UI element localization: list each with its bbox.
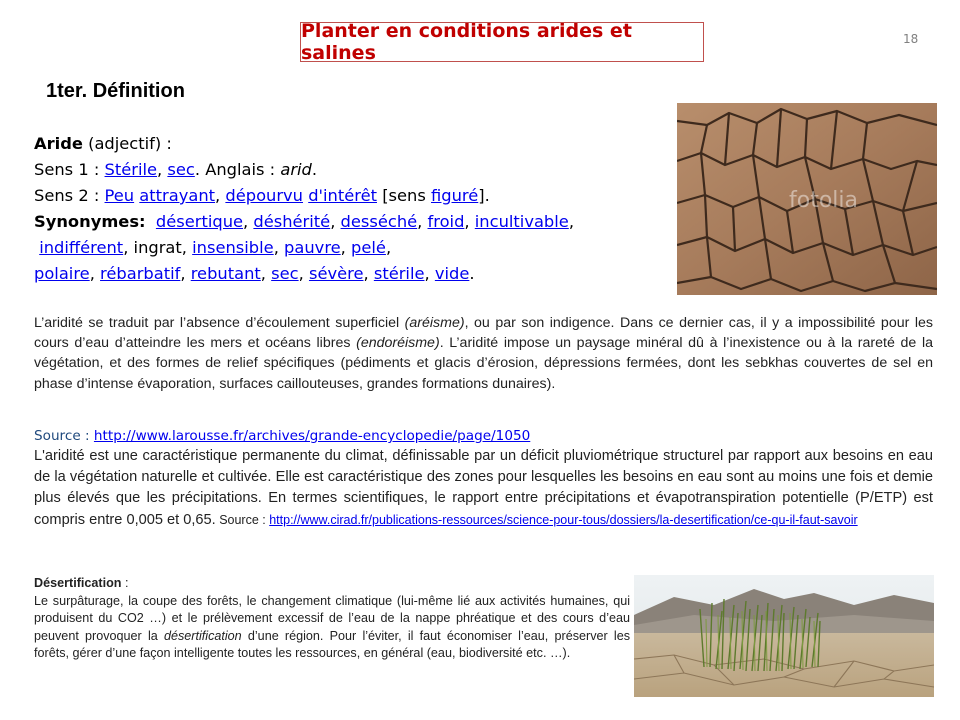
link-peu[interactable]: Peu bbox=[104, 186, 135, 205]
synonym-ingrat: ingrat bbox=[133, 238, 182, 257]
link-desherite[interactable]: déshérité bbox=[253, 212, 331, 231]
synonyms-label: Synonymes bbox=[34, 212, 140, 231]
slide-title-text: Planter en conditions arides et salines bbox=[301, 20, 632, 64]
link-desertique[interactable]: désertique bbox=[155, 212, 244, 231]
para1-part-c: . L’aridité impose un paysage minéral dû à l’inexistence ou à la rareté de la végétation, et des formes de relief spécifiques (pédiments et glacis d’érosion, dépressions fermées, dont les sebkhas couvertes de sel en phase d’intense évaporation, surfaces caillouteuses, grandes formations dunaires). bbox=[34, 335, 933, 392]
slide-title bbox=[300, 22, 704, 62]
link-figure[interactable]: figuré bbox=[431, 186, 479, 205]
desert-reeds-photo bbox=[634, 575, 934, 697]
link-pele[interactable]: pelé bbox=[351, 238, 386, 257]
term-areisme: (aréisme) bbox=[404, 315, 465, 331]
desertification-block bbox=[34, 575, 630, 663]
link-pauvre[interactable]: pauvre bbox=[284, 238, 341, 257]
cirad-link[interactable]: http://www.cirad.fr/publications-ressources/science-pour-tous/dossiers/la-desertification/ce-qu-il-faut-savoir bbox=[269, 512, 858, 527]
desert-reeds-image bbox=[634, 575, 934, 697]
desertification-heading-suffix: : bbox=[121, 576, 129, 590]
climate-paragraph bbox=[34, 446, 933, 531]
english-word: arid bbox=[280, 160, 312, 179]
cracked-earth-photo bbox=[677, 103, 937, 295]
link-attrayant[interactable]: attrayant bbox=[139, 186, 216, 205]
link-sec[interactable]: sec bbox=[167, 160, 195, 179]
desertification-part-b: d’une région. Pour l’éviter, il faut économiser l’eau, préserver les forêts, gérer d’une façon intelligente toutes les ressources, en général (eau, biodiversité etc. …). bbox=[34, 628, 631, 661]
sense-2-line: Sens 2 : Peu attrayant, dépourvu d'intérêt [sens figuré]. bbox=[34, 186, 490, 205]
synonyms-line-1: Synonymes: désertique, déshérité, desséché, froid, incultivable, bbox=[34, 212, 574, 231]
link-indifferent[interactable]: indifférent bbox=[39, 238, 124, 257]
link-depourvu[interactable]: dépourvu bbox=[225, 186, 304, 205]
desertification-part-a: Le surpâturage, la coupe des forêts, le changement climatique (lui-même lié aux activités humaines, qui produisent du CO2 …) et le prélèvement excessif de l’eau de la nappe phréatique et des cours d’eau peuvent provoquer la bbox=[34, 593, 630, 643]
term-desertification: désertification bbox=[163, 628, 242, 643]
headword-grammar: (adjectif) : bbox=[82, 134, 172, 153]
link-vide[interactable]: vide bbox=[434, 264, 470, 283]
link-froid[interactable]: froid bbox=[427, 212, 465, 231]
para1-part-b: , ou par son indigence. Dans ce dernier cas, il y a impossibilité pour les cours d’eau d’atteindre les mers et océans libres bbox=[34, 315, 933, 352]
synonyms-line-2: indifférent, ingrat, insensible, pauvre, pelé, bbox=[39, 238, 392, 257]
larousse-link[interactable]: http://www.larousse.fr/archives/grande-encyclopedie/page/1050 bbox=[93, 428, 531, 444]
para1-part-a: L’aridité se traduit par l’absence d’écoulement superficiel bbox=[34, 315, 405, 331]
link-desseche[interactable]: desséché bbox=[340, 212, 418, 231]
link-severe[interactable]: sévère bbox=[308, 264, 364, 283]
link-sterile[interactable]: Stérile bbox=[104, 160, 158, 179]
sense-2-label: Sens 2 : bbox=[34, 186, 105, 205]
page-number: 18 bbox=[903, 32, 919, 46]
para2-source-label: Source : bbox=[215, 512, 270, 527]
para2-text: L'aridité est une caractéristique permanente du climat, définissable par un déficit pluviométrique structurel par rapport aux besoins en eau de la végétation naturelle et cultivée. Elle est caractéristique des zones pour lesquelles les besoins en eau sont au moins une fois et demie plus élevés que les précipitations. En termes scientifiques, le rapport entre précipitations et évapotranspiration potentielle (P/ETP) est compris entre 0,005 et 0,65. bbox=[34, 448, 933, 528]
sense-2-bracket: [sens bbox=[382, 186, 432, 205]
link-incultivable[interactable]: incultivable bbox=[474, 212, 569, 231]
link-sec-2[interactable]: sec bbox=[271, 264, 299, 283]
link-insensible[interactable]: insensible bbox=[192, 238, 274, 257]
link-rebarbatif[interactable]: rébarbatif bbox=[100, 264, 181, 283]
headword: Aride bbox=[34, 134, 83, 153]
link-rebutant[interactable]: rebutant bbox=[190, 264, 261, 283]
definition-headword-line bbox=[34, 131, 684, 157]
definition-block bbox=[34, 131, 684, 287]
link-d[interactable]: d' bbox=[308, 186, 324, 205]
link-sterile-2[interactable]: stérile bbox=[373, 264, 425, 283]
english-label: . Anglais : bbox=[194, 160, 281, 179]
link-interet[interactable]: intérêt bbox=[323, 186, 377, 205]
sense-1-label: Sens 1 : bbox=[34, 160, 105, 179]
link-polaire[interactable]: polaire bbox=[34, 264, 90, 283]
desertification-text bbox=[34, 593, 630, 663]
term-endoreisme: (endoréisme) bbox=[356, 335, 440, 352]
aridity-paragraph bbox=[34, 313, 933, 394]
section-title: 1ter. Définition bbox=[46, 80, 185, 102]
source-label: Source : bbox=[34, 428, 94, 444]
sense-1-line: Sens 1 : Stérile, sec. Anglais : arid. bbox=[34, 160, 318, 179]
desertification-heading: Désertification bbox=[34, 576, 122, 590]
photo-watermark: fotolia bbox=[789, 188, 858, 213]
cracked-earth-image bbox=[677, 103, 937, 295]
source-larousse bbox=[34, 427, 933, 445]
synonyms-line-3: polaire, rébarbatif, rebutant, sec, sévère, stérile, vide. bbox=[34, 264, 475, 283]
